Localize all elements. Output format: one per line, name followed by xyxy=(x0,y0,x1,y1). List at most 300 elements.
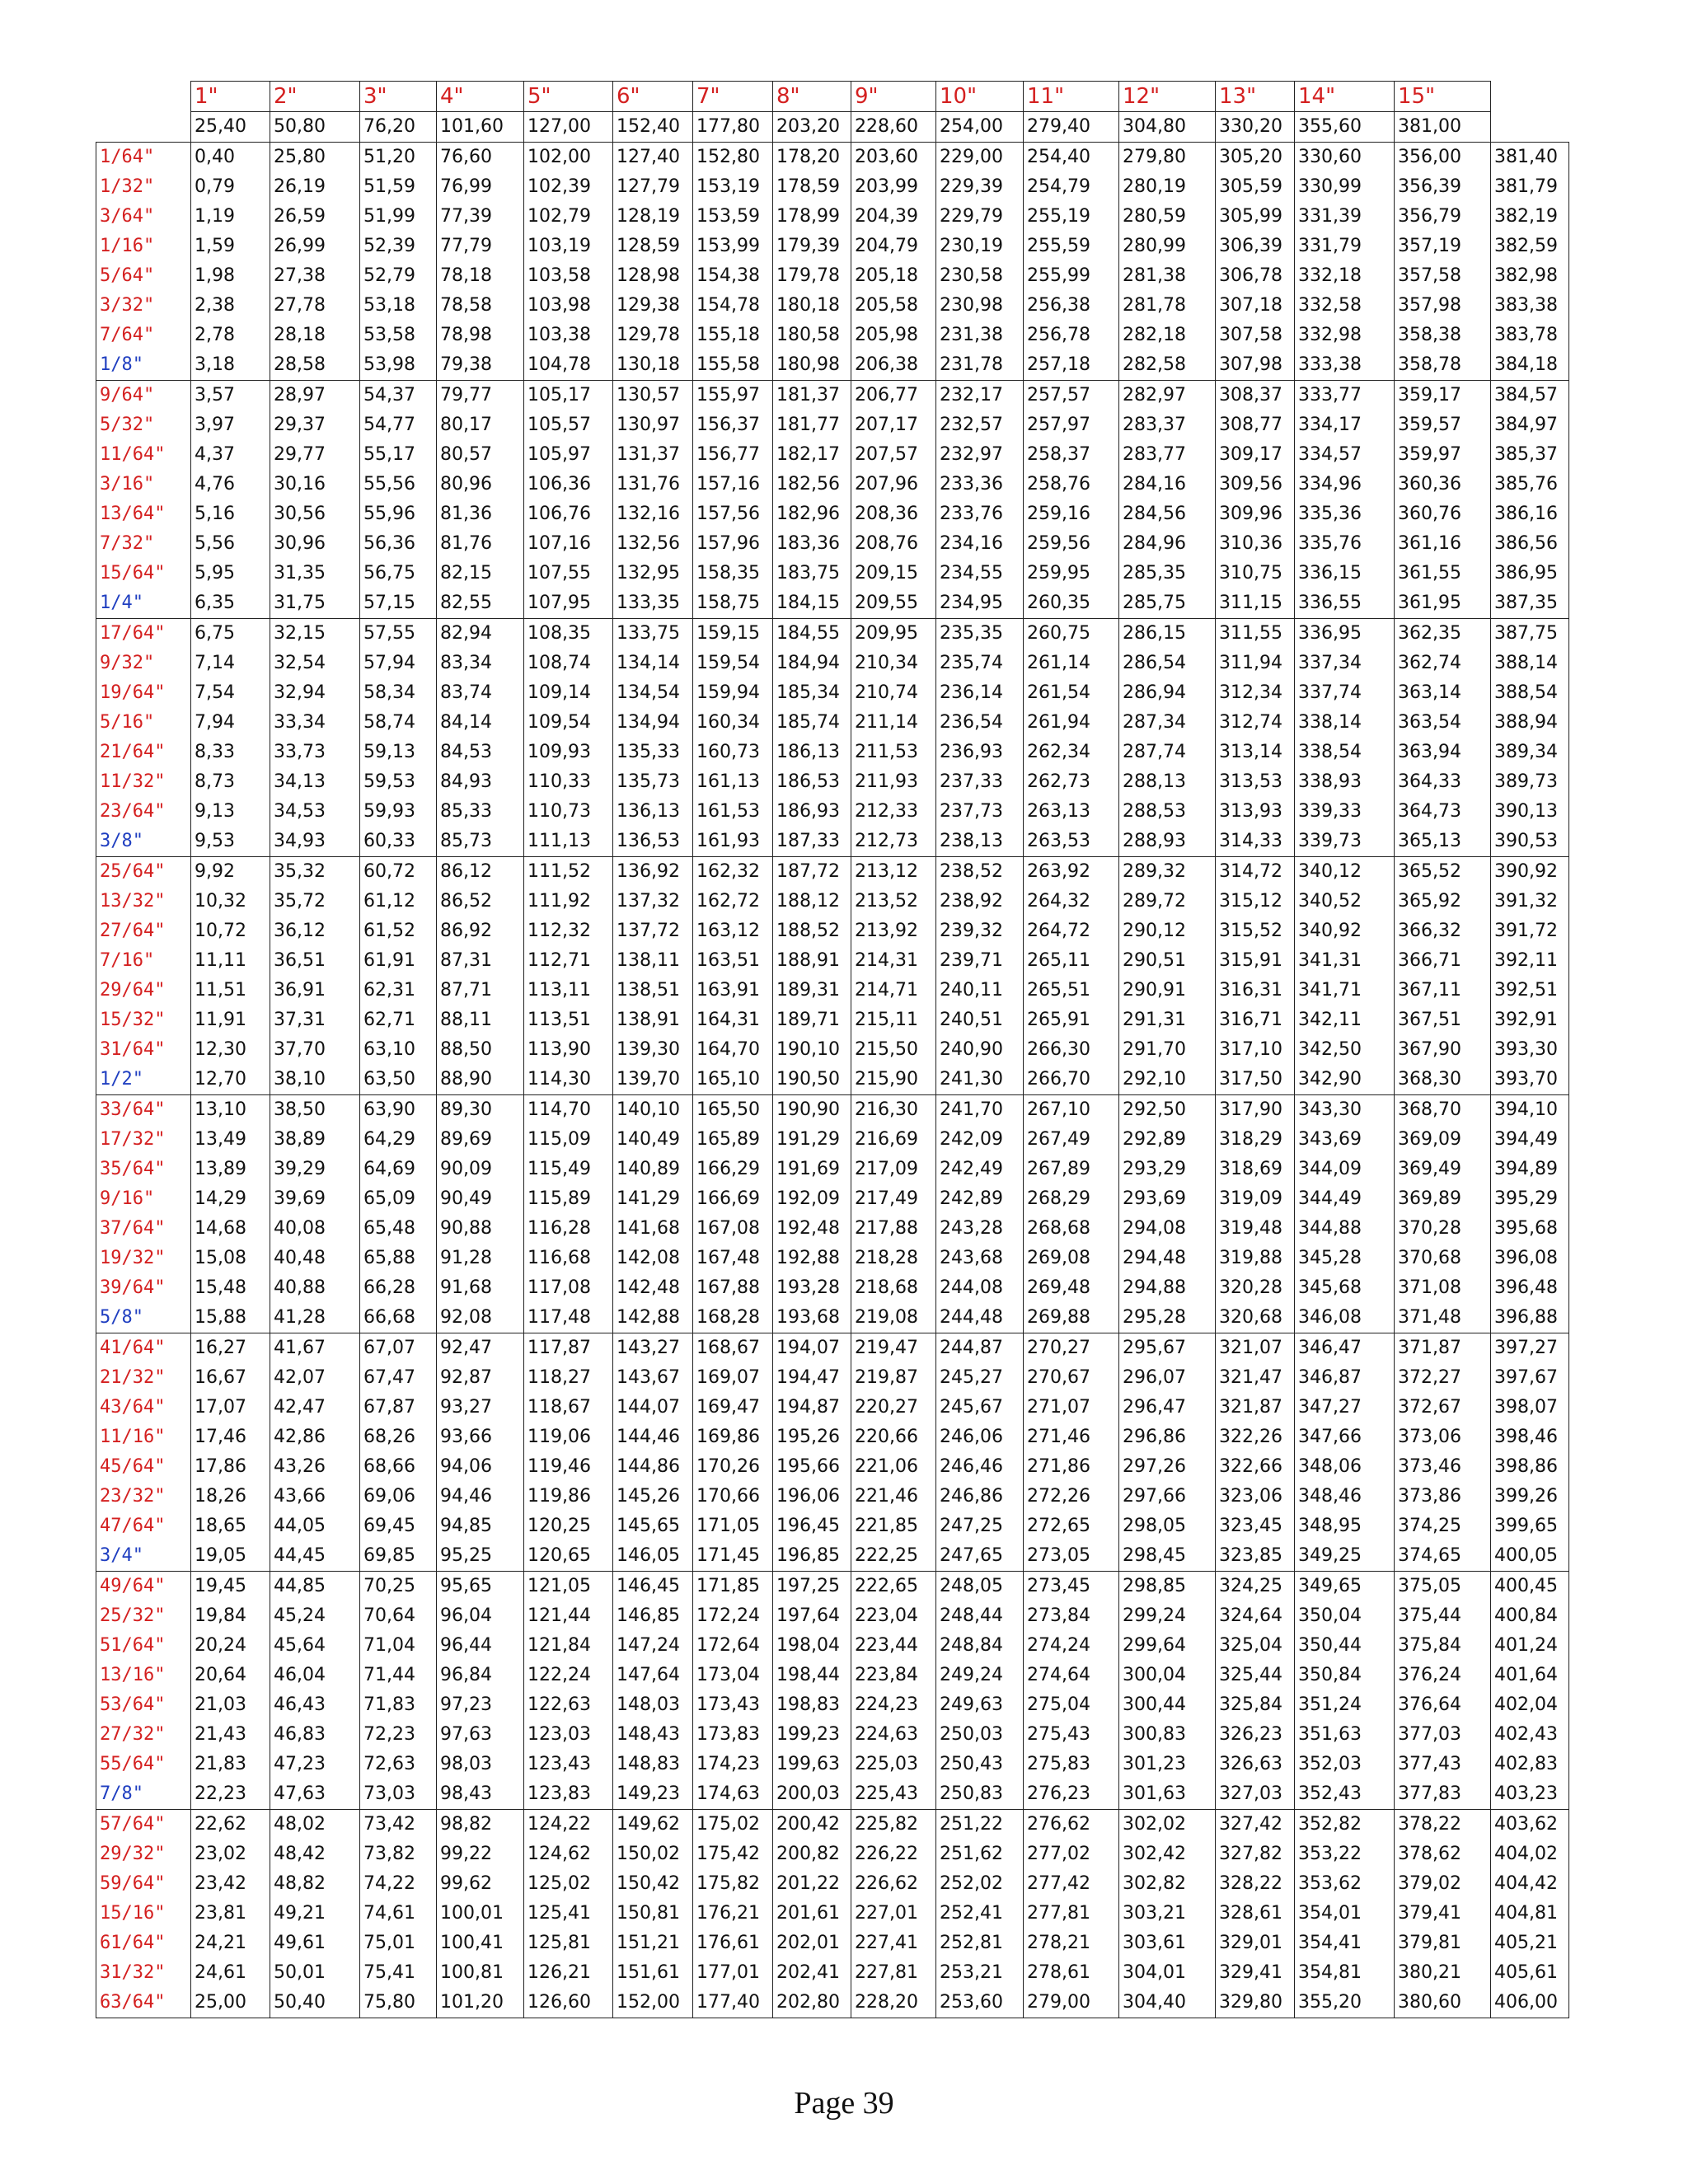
mm-value-cell: 86,92 xyxy=(437,916,524,946)
mm-value-cell: 387,35 xyxy=(1491,588,1569,619)
mm-value-cell: 59,93 xyxy=(360,797,437,827)
mm-value-cell: 385,76 xyxy=(1491,470,1569,499)
mm-value-cell: 189,71 xyxy=(773,1005,851,1035)
mm-value-cell: 278,21 xyxy=(1024,1929,1119,1958)
mm-value-cell: 100,01 xyxy=(437,1899,524,1929)
mm-value-cell: 239,32 xyxy=(936,916,1024,946)
mm-value-cell: 207,17 xyxy=(851,410,936,440)
mm-value-cell: 300,83 xyxy=(1119,1720,1216,1750)
mm-value-cell: 202,01 xyxy=(773,1929,851,1958)
mm-value-cell: 196,85 xyxy=(773,1541,851,1572)
mm-value-cell: 294,48 xyxy=(1119,1244,1216,1273)
mm-value-cell: 249,24 xyxy=(936,1661,1024,1690)
mm-value-cell: 382,59 xyxy=(1491,232,1569,261)
mm-value-cell: 64,69 xyxy=(360,1155,437,1184)
table-row xyxy=(96,232,1569,261)
table-row xyxy=(96,1690,1569,1720)
mm-value-cell: 148,43 xyxy=(613,1720,693,1750)
mm-value-cell: 373,06 xyxy=(1395,1422,1491,1452)
fraction-mm-value: 8,33 xyxy=(191,738,270,767)
inch-header-cell: 8" xyxy=(773,82,851,112)
mm-value-cell: 346,08 xyxy=(1295,1303,1395,1333)
mm-value-cell: 30,56 xyxy=(270,499,360,529)
mm-value-cell: 252,02 xyxy=(936,1869,1024,1899)
table-row xyxy=(96,202,1569,232)
mm-value-cell: 361,55 xyxy=(1395,559,1491,588)
mm-value-cell: 34,13 xyxy=(270,767,360,797)
mm-value-cell: 25,80 xyxy=(270,143,360,173)
inch-header-cell: 15" xyxy=(1395,82,1491,112)
mm-value-cell: 182,56 xyxy=(773,470,851,499)
mm-value-cell: 279,00 xyxy=(1024,1988,1119,2018)
mm-value-cell: 126,60 xyxy=(524,1988,613,2018)
mm-value-cell: 87,71 xyxy=(437,976,524,1005)
mm-value-cell: 312,34 xyxy=(1216,678,1295,708)
mm-value-cell: 192,88 xyxy=(773,1244,851,1273)
mm-value-cell: 83,74 xyxy=(437,678,524,708)
mm-value-cell: 191,29 xyxy=(773,1125,851,1155)
fraction-mm-value: 4,37 xyxy=(191,440,270,470)
mm-value-cell: 239,71 xyxy=(936,946,1024,976)
mm-value-cell: 303,61 xyxy=(1119,1929,1216,1958)
mm-value-cell: 99,62 xyxy=(437,1869,524,1899)
mm-value-cell: 236,93 xyxy=(936,738,1024,767)
mm-value-cell: 219,08 xyxy=(851,1303,936,1333)
mm-value-cell: 58,74 xyxy=(360,708,437,738)
mm-value-cell: 230,19 xyxy=(936,232,1024,261)
mm-value-cell: 334,57 xyxy=(1295,440,1395,470)
mm-value-cell: 68,26 xyxy=(360,1422,437,1452)
fraction-mm-value: 6,35 xyxy=(191,588,270,619)
table-row xyxy=(96,827,1569,857)
mm-value-cell: 184,55 xyxy=(773,619,851,649)
mm-value-cell: 324,25 xyxy=(1216,1572,1295,1602)
mm-value-cell: 221,46 xyxy=(851,1482,936,1511)
mm-value-cell: 378,62 xyxy=(1395,1840,1491,1869)
mm-value-cell: 382,98 xyxy=(1491,261,1569,291)
mm-value-cell: 140,89 xyxy=(613,1155,693,1184)
mm-value-cell: 40,48 xyxy=(270,1244,360,1273)
fraction-label: 27/32" xyxy=(96,1720,191,1750)
mm-value-cell: 391,32 xyxy=(1491,887,1569,916)
mm-value-cell: 389,73 xyxy=(1491,767,1569,797)
mm-value-cell: 54,77 xyxy=(360,410,437,440)
mm-value-cell: 94,85 xyxy=(437,1511,524,1541)
fraction-label: 49/64" xyxy=(96,1572,191,1602)
mm-value-cell: 394,89 xyxy=(1491,1155,1569,1184)
mm-value-cell: 357,98 xyxy=(1395,291,1491,321)
mm-value-cell: 350,84 xyxy=(1295,1661,1395,1690)
mm-value-cell: 208,76 xyxy=(851,529,936,559)
table-row xyxy=(96,1661,1569,1690)
mm-value-cell: 368,30 xyxy=(1395,1065,1491,1095)
table-row xyxy=(96,1035,1569,1065)
mm-value-cell: 71,44 xyxy=(360,1661,437,1690)
table-row xyxy=(96,1452,1569,1482)
mm-value-cell: 144,07 xyxy=(613,1393,693,1422)
mm-value-cell: 300,44 xyxy=(1119,1690,1216,1720)
mm-value-cell: 395,29 xyxy=(1491,1184,1569,1214)
fraction-mm-value: 10,72 xyxy=(191,916,270,946)
mm-value-cell: 386,16 xyxy=(1491,499,1569,529)
mm-value-cell: 46,04 xyxy=(270,1661,360,1690)
mm-value-cell: 74,22 xyxy=(360,1869,437,1899)
fraction-mm-value: 12,70 xyxy=(191,1065,270,1095)
mm-value-cell: 41,67 xyxy=(270,1333,360,1364)
mm-value-cell: 93,66 xyxy=(437,1422,524,1452)
mm-value-cell: 117,48 xyxy=(524,1303,613,1333)
mm-value-cell: 209,55 xyxy=(851,588,936,619)
mm-value-cell: 277,02 xyxy=(1024,1840,1119,1869)
mm-value-cell: 55,96 xyxy=(360,499,437,529)
mm-value-cell: 182,96 xyxy=(773,499,851,529)
mm-value-cell: 340,92 xyxy=(1295,916,1395,946)
mm-value-cell: 286,15 xyxy=(1119,619,1216,649)
mm-value-cell: 103,58 xyxy=(524,261,613,291)
mm-value-cell: 88,11 xyxy=(437,1005,524,1035)
mm-value-cell: 396,88 xyxy=(1491,1303,1569,1333)
mm-value-cell: 186,13 xyxy=(773,738,851,767)
mm-value-cell: 51,59 xyxy=(360,172,437,202)
mm-value-cell: 53,98 xyxy=(360,350,437,381)
mm-value-cell: 78,18 xyxy=(437,261,524,291)
mm-value-cell: 194,07 xyxy=(773,1333,851,1364)
mm-value-cell: 51,20 xyxy=(360,143,437,173)
mm-value-cell: 178,59 xyxy=(773,172,851,202)
mm-value-cell: 121,84 xyxy=(524,1631,613,1661)
mm-value-cell: 336,55 xyxy=(1295,588,1395,619)
mm-value-cell: 354,01 xyxy=(1295,1899,1395,1929)
mm-value-cell: 166,69 xyxy=(693,1184,773,1214)
mm-value-cell: 137,72 xyxy=(613,916,693,946)
mm-value-cell: 196,06 xyxy=(773,1482,851,1511)
table-row xyxy=(96,1840,1569,1869)
mm-value-cell: 209,15 xyxy=(851,559,936,588)
mm-value-cell: 262,34 xyxy=(1024,738,1119,767)
mm-value-cell: 71,83 xyxy=(360,1690,437,1720)
mm-value-cell: 222,25 xyxy=(851,1541,936,1572)
fraction-label: 53/64" xyxy=(96,1690,191,1720)
mm-value-cell: 306,39 xyxy=(1216,232,1295,261)
fraction-label: 21/64" xyxy=(96,738,191,767)
mm-value-cell: 85,73 xyxy=(437,827,524,857)
fraction-mm-value: 3,57 xyxy=(191,381,270,411)
mm-value-cell: 163,91 xyxy=(693,976,773,1005)
table-row xyxy=(96,1869,1569,1899)
mm-value-cell: 214,71 xyxy=(851,976,936,1005)
mm-value-cell: 396,48 xyxy=(1491,1273,1569,1303)
mm-value-cell: 337,34 xyxy=(1295,649,1395,678)
fraction-label: 1/4" xyxy=(96,588,191,619)
fraction-label: 63/64" xyxy=(96,1988,191,2018)
mm-value-cell: 171,05 xyxy=(693,1511,773,1541)
mm-value-cell: 329,80 xyxy=(1216,1988,1295,2018)
fraction-label: 3/8" xyxy=(96,827,191,857)
mm-value-cell: 80,17 xyxy=(437,410,524,440)
mm-value-cell: 275,83 xyxy=(1024,1750,1119,1779)
mm-value-cell: 374,25 xyxy=(1395,1511,1491,1541)
mm-value-cell: 316,31 xyxy=(1216,976,1295,1005)
mm-value-cell: 356,79 xyxy=(1395,202,1491,232)
inch-header-cell: 1" xyxy=(191,82,270,112)
mm-value-cell: 89,69 xyxy=(437,1125,524,1155)
mm-value-cell: 356,00 xyxy=(1395,143,1491,173)
mm-value-cell: 43,66 xyxy=(270,1482,360,1511)
mm-value-cell: 400,45 xyxy=(1491,1572,1569,1602)
fraction-mm-value: 20,24 xyxy=(191,1631,270,1661)
table-row xyxy=(96,916,1569,946)
fraction-label: 3/4" xyxy=(96,1541,191,1572)
inch-mm-cell: 152,40 xyxy=(613,112,693,143)
mm-value-cell: 244,48 xyxy=(936,1303,1024,1333)
mm-value-cell: 286,54 xyxy=(1119,649,1216,678)
table-row xyxy=(96,767,1569,797)
fraction-label: 9/32" xyxy=(96,649,191,678)
fraction-mm-value: 22,23 xyxy=(191,1779,270,1810)
mm-value-cell: 39,29 xyxy=(270,1155,360,1184)
mm-value-cell: 70,25 xyxy=(360,1572,437,1602)
fraction-label: 1/64" xyxy=(96,143,191,173)
mm-value-cell: 203,60 xyxy=(851,143,936,173)
mm-value-cell: 232,97 xyxy=(936,440,1024,470)
mm-value-cell: 199,63 xyxy=(773,1750,851,1779)
mm-value-cell: 135,33 xyxy=(613,738,693,767)
mm-value-cell: 343,30 xyxy=(1295,1095,1395,1126)
mm-value-cell: 255,99 xyxy=(1024,261,1119,291)
mm-value-cell: 174,23 xyxy=(693,1750,773,1779)
mm-value-cell: 240,51 xyxy=(936,1005,1024,1035)
mm-value-cell: 40,08 xyxy=(270,1214,360,1244)
mm-value-cell: 335,36 xyxy=(1295,499,1395,529)
mm-value-cell: 379,81 xyxy=(1395,1929,1491,1958)
table-row xyxy=(96,1422,1569,1452)
mm-value-cell: 74,61 xyxy=(360,1899,437,1929)
mm-value-cell: 50,40 xyxy=(270,1988,360,2018)
mm-value-cell: 113,11 xyxy=(524,976,613,1005)
mm-value-cell: 149,23 xyxy=(613,1779,693,1810)
mm-value-cell: 90,88 xyxy=(437,1214,524,1244)
mm-value-cell: 357,58 xyxy=(1395,261,1491,291)
mm-value-cell: 297,66 xyxy=(1119,1482,1216,1511)
mm-value-cell: 110,33 xyxy=(524,767,613,797)
mm-value-cell: 96,84 xyxy=(437,1661,524,1690)
mm-value-cell: 211,14 xyxy=(851,708,936,738)
mm-value-cell: 390,53 xyxy=(1491,827,1569,857)
mm-value-cell: 192,48 xyxy=(773,1214,851,1244)
mm-value-cell: 334,96 xyxy=(1295,470,1395,499)
mm-value-cell: 368,70 xyxy=(1395,1095,1491,1126)
mm-value-cell: 115,09 xyxy=(524,1125,613,1155)
mm-value-cell: 31,35 xyxy=(270,559,360,588)
table-row xyxy=(96,350,1569,381)
mm-value-cell: 283,37 xyxy=(1119,410,1216,440)
mm-value-cell: 367,11 xyxy=(1395,976,1491,1005)
mm-value-cell: 303,21 xyxy=(1119,1899,1216,1929)
mm-value-cell: 275,04 xyxy=(1024,1690,1119,1720)
mm-value-cell: 328,22 xyxy=(1216,1869,1295,1899)
mm-value-cell: 44,05 xyxy=(270,1511,360,1541)
mm-value-cell: 282,97 xyxy=(1119,381,1216,411)
fraction-mm-value: 13,10 xyxy=(191,1095,270,1126)
mm-value-cell: 267,49 xyxy=(1024,1125,1119,1155)
mm-value-cell: 340,52 xyxy=(1295,887,1395,916)
mm-value-cell: 215,50 xyxy=(851,1035,936,1065)
mm-value-cell: 363,94 xyxy=(1395,738,1491,767)
mm-value-cell: 322,66 xyxy=(1216,1452,1295,1482)
mm-value-cell: 216,30 xyxy=(851,1095,936,1126)
mm-value-cell: 123,03 xyxy=(524,1720,613,1750)
mm-value-cell: 276,23 xyxy=(1024,1779,1119,1810)
mm-value-cell: 190,10 xyxy=(773,1035,851,1065)
mm-value-cell: 123,43 xyxy=(524,1750,613,1779)
mm-value-cell: 86,12 xyxy=(437,857,524,888)
mm-value-cell: 247,65 xyxy=(936,1541,1024,1572)
mm-value-cell: 167,48 xyxy=(693,1244,773,1273)
mm-value-cell: 326,23 xyxy=(1216,1720,1295,1750)
mm-value-cell: 383,78 xyxy=(1491,321,1569,350)
mm-value-cell: 246,86 xyxy=(936,1482,1024,1511)
mm-value-cell: 49,61 xyxy=(270,1929,360,1958)
mm-value-cell: 235,74 xyxy=(936,649,1024,678)
mm-value-cell: 353,62 xyxy=(1295,1869,1395,1899)
mm-value-cell: 221,06 xyxy=(851,1452,936,1482)
mm-value-cell: 215,11 xyxy=(851,1005,936,1035)
mm-value-cell: 121,05 xyxy=(524,1572,613,1602)
mm-value-cell: 226,62 xyxy=(851,1869,936,1899)
mm-value-cell: 259,16 xyxy=(1024,499,1119,529)
mm-value-cell: 64,29 xyxy=(360,1125,437,1155)
table-row xyxy=(96,1065,1569,1095)
mm-value-cell: 186,93 xyxy=(773,797,851,827)
mm-value-cell: 46,83 xyxy=(270,1720,360,1750)
mm-value-cell: 57,55 xyxy=(360,619,437,649)
mm-value-cell: 30,96 xyxy=(270,529,360,559)
fraction-label: 3/32" xyxy=(96,291,191,321)
mm-value-cell: 134,14 xyxy=(613,649,693,678)
mm-value-cell: 162,72 xyxy=(693,887,773,916)
fraction-label: 11/64" xyxy=(96,440,191,470)
mm-value-cell: 391,72 xyxy=(1491,916,1569,946)
mm-value-cell: 51,99 xyxy=(360,202,437,232)
inch-header-cell: 4" xyxy=(437,82,524,112)
mm-value-cell: 393,30 xyxy=(1491,1035,1569,1065)
mm-value-cell: 383,38 xyxy=(1491,291,1569,321)
mm-value-cell: 82,55 xyxy=(437,588,524,619)
mm-value-cell: 331,39 xyxy=(1295,202,1395,232)
mm-value-cell: 256,78 xyxy=(1024,321,1119,350)
mm-value-cell: 34,93 xyxy=(270,827,360,857)
mm-value-cell: 310,75 xyxy=(1216,559,1295,588)
fraction-label: 27/64" xyxy=(96,916,191,946)
fraction-mm-value: 15,08 xyxy=(191,1244,270,1273)
mm-value-cell: 354,41 xyxy=(1295,1929,1395,1958)
mm-value-cell: 219,87 xyxy=(851,1363,936,1393)
mm-value-cell: 216,69 xyxy=(851,1125,936,1155)
mm-value-cell: 31,75 xyxy=(270,588,360,619)
mm-value-cell: 250,83 xyxy=(936,1779,1024,1810)
fraction-mm-value: 12,30 xyxy=(191,1035,270,1065)
mm-value-cell: 405,61 xyxy=(1491,1958,1569,1988)
mm-value-cell: 388,94 xyxy=(1491,708,1569,738)
mm-value-cell: 208,36 xyxy=(851,499,936,529)
table-row xyxy=(96,1095,1569,1126)
mm-value-cell: 274,24 xyxy=(1024,1631,1119,1661)
mm-value-cell: 104,78 xyxy=(524,350,613,381)
inch-mm-cell: 25,40 xyxy=(191,112,270,143)
mm-value-cell: 231,78 xyxy=(936,350,1024,381)
fraction-mm-value: 1,98 xyxy=(191,261,270,291)
table-row xyxy=(96,946,1569,976)
mm-value-cell: 268,29 xyxy=(1024,1184,1119,1214)
mm-value-cell: 210,74 xyxy=(851,678,936,708)
mm-value-cell: 350,44 xyxy=(1295,1631,1395,1661)
mm-value-cell: 390,92 xyxy=(1491,857,1569,888)
mm-value-cell: 308,37 xyxy=(1216,381,1295,411)
mm-value-cell: 190,50 xyxy=(773,1065,851,1095)
mm-value-cell: 321,07 xyxy=(1216,1333,1295,1364)
mm-value-cell: 92,87 xyxy=(437,1363,524,1393)
mm-value-cell: 160,34 xyxy=(693,708,773,738)
mm-value-cell: 325,04 xyxy=(1216,1631,1295,1661)
mm-value-cell: 369,09 xyxy=(1395,1125,1491,1155)
mm-value-cell: 107,95 xyxy=(524,588,613,619)
mm-value-cell: 84,14 xyxy=(437,708,524,738)
mm-value-cell: 201,61 xyxy=(773,1899,851,1929)
mm-value-cell: 144,46 xyxy=(613,1422,693,1452)
mm-value-cell: 356,39 xyxy=(1395,172,1491,202)
fraction-label: 43/64" xyxy=(96,1393,191,1422)
mm-value-cell: 259,95 xyxy=(1024,559,1119,588)
mm-value-cell: 113,90 xyxy=(524,1035,613,1065)
mm-value-cell: 281,78 xyxy=(1119,291,1216,321)
inch-mm-cell: 177,80 xyxy=(693,112,773,143)
mm-value-cell: 142,08 xyxy=(613,1244,693,1273)
mm-value-cell: 225,82 xyxy=(851,1810,936,1840)
fraction-mm-value: 16,67 xyxy=(191,1363,270,1393)
mm-value-cell: 167,08 xyxy=(693,1214,773,1244)
mm-value-cell: 61,52 xyxy=(360,916,437,946)
mm-value-cell: 71,04 xyxy=(360,1631,437,1661)
mm-value-cell: 98,03 xyxy=(437,1750,524,1779)
table-row xyxy=(96,1244,1569,1273)
mm-value-cell: 292,10 xyxy=(1119,1065,1216,1095)
mm-value-cell: 257,57 xyxy=(1024,381,1119,411)
mm-value-cell: 371,48 xyxy=(1395,1303,1491,1333)
mm-value-cell: 259,56 xyxy=(1024,529,1119,559)
mm-value-cell: 240,11 xyxy=(936,976,1024,1005)
mm-value-cell: 108,74 xyxy=(524,649,613,678)
mm-value-cell: 267,10 xyxy=(1024,1095,1119,1126)
mm-value-cell: 307,98 xyxy=(1216,350,1295,381)
mm-value-cell: 46,43 xyxy=(270,1690,360,1720)
mm-value-cell: 309,17 xyxy=(1216,440,1295,470)
fraction-mm-value: 1,59 xyxy=(191,232,270,261)
mm-value-cell: 406,00 xyxy=(1491,1988,1569,2018)
mm-value-cell: 240,90 xyxy=(936,1035,1024,1065)
fraction-label: 23/32" xyxy=(96,1482,191,1511)
mm-value-cell: 136,53 xyxy=(613,827,693,857)
mm-value-cell: 258,37 xyxy=(1024,440,1119,470)
mm-value-cell: 103,19 xyxy=(524,232,613,261)
mm-value-cell: 273,05 xyxy=(1024,1541,1119,1572)
inch-mm-cell: 76,20 xyxy=(360,112,437,143)
mm-value-cell: 401,64 xyxy=(1491,1661,1569,1690)
mm-value-cell: 72,63 xyxy=(360,1750,437,1779)
mm-value-cell: 85,33 xyxy=(437,797,524,827)
mm-value-cell: 269,48 xyxy=(1024,1273,1119,1303)
mm-value-cell: 112,32 xyxy=(524,916,613,946)
mm-value-cell: 69,06 xyxy=(360,1482,437,1511)
